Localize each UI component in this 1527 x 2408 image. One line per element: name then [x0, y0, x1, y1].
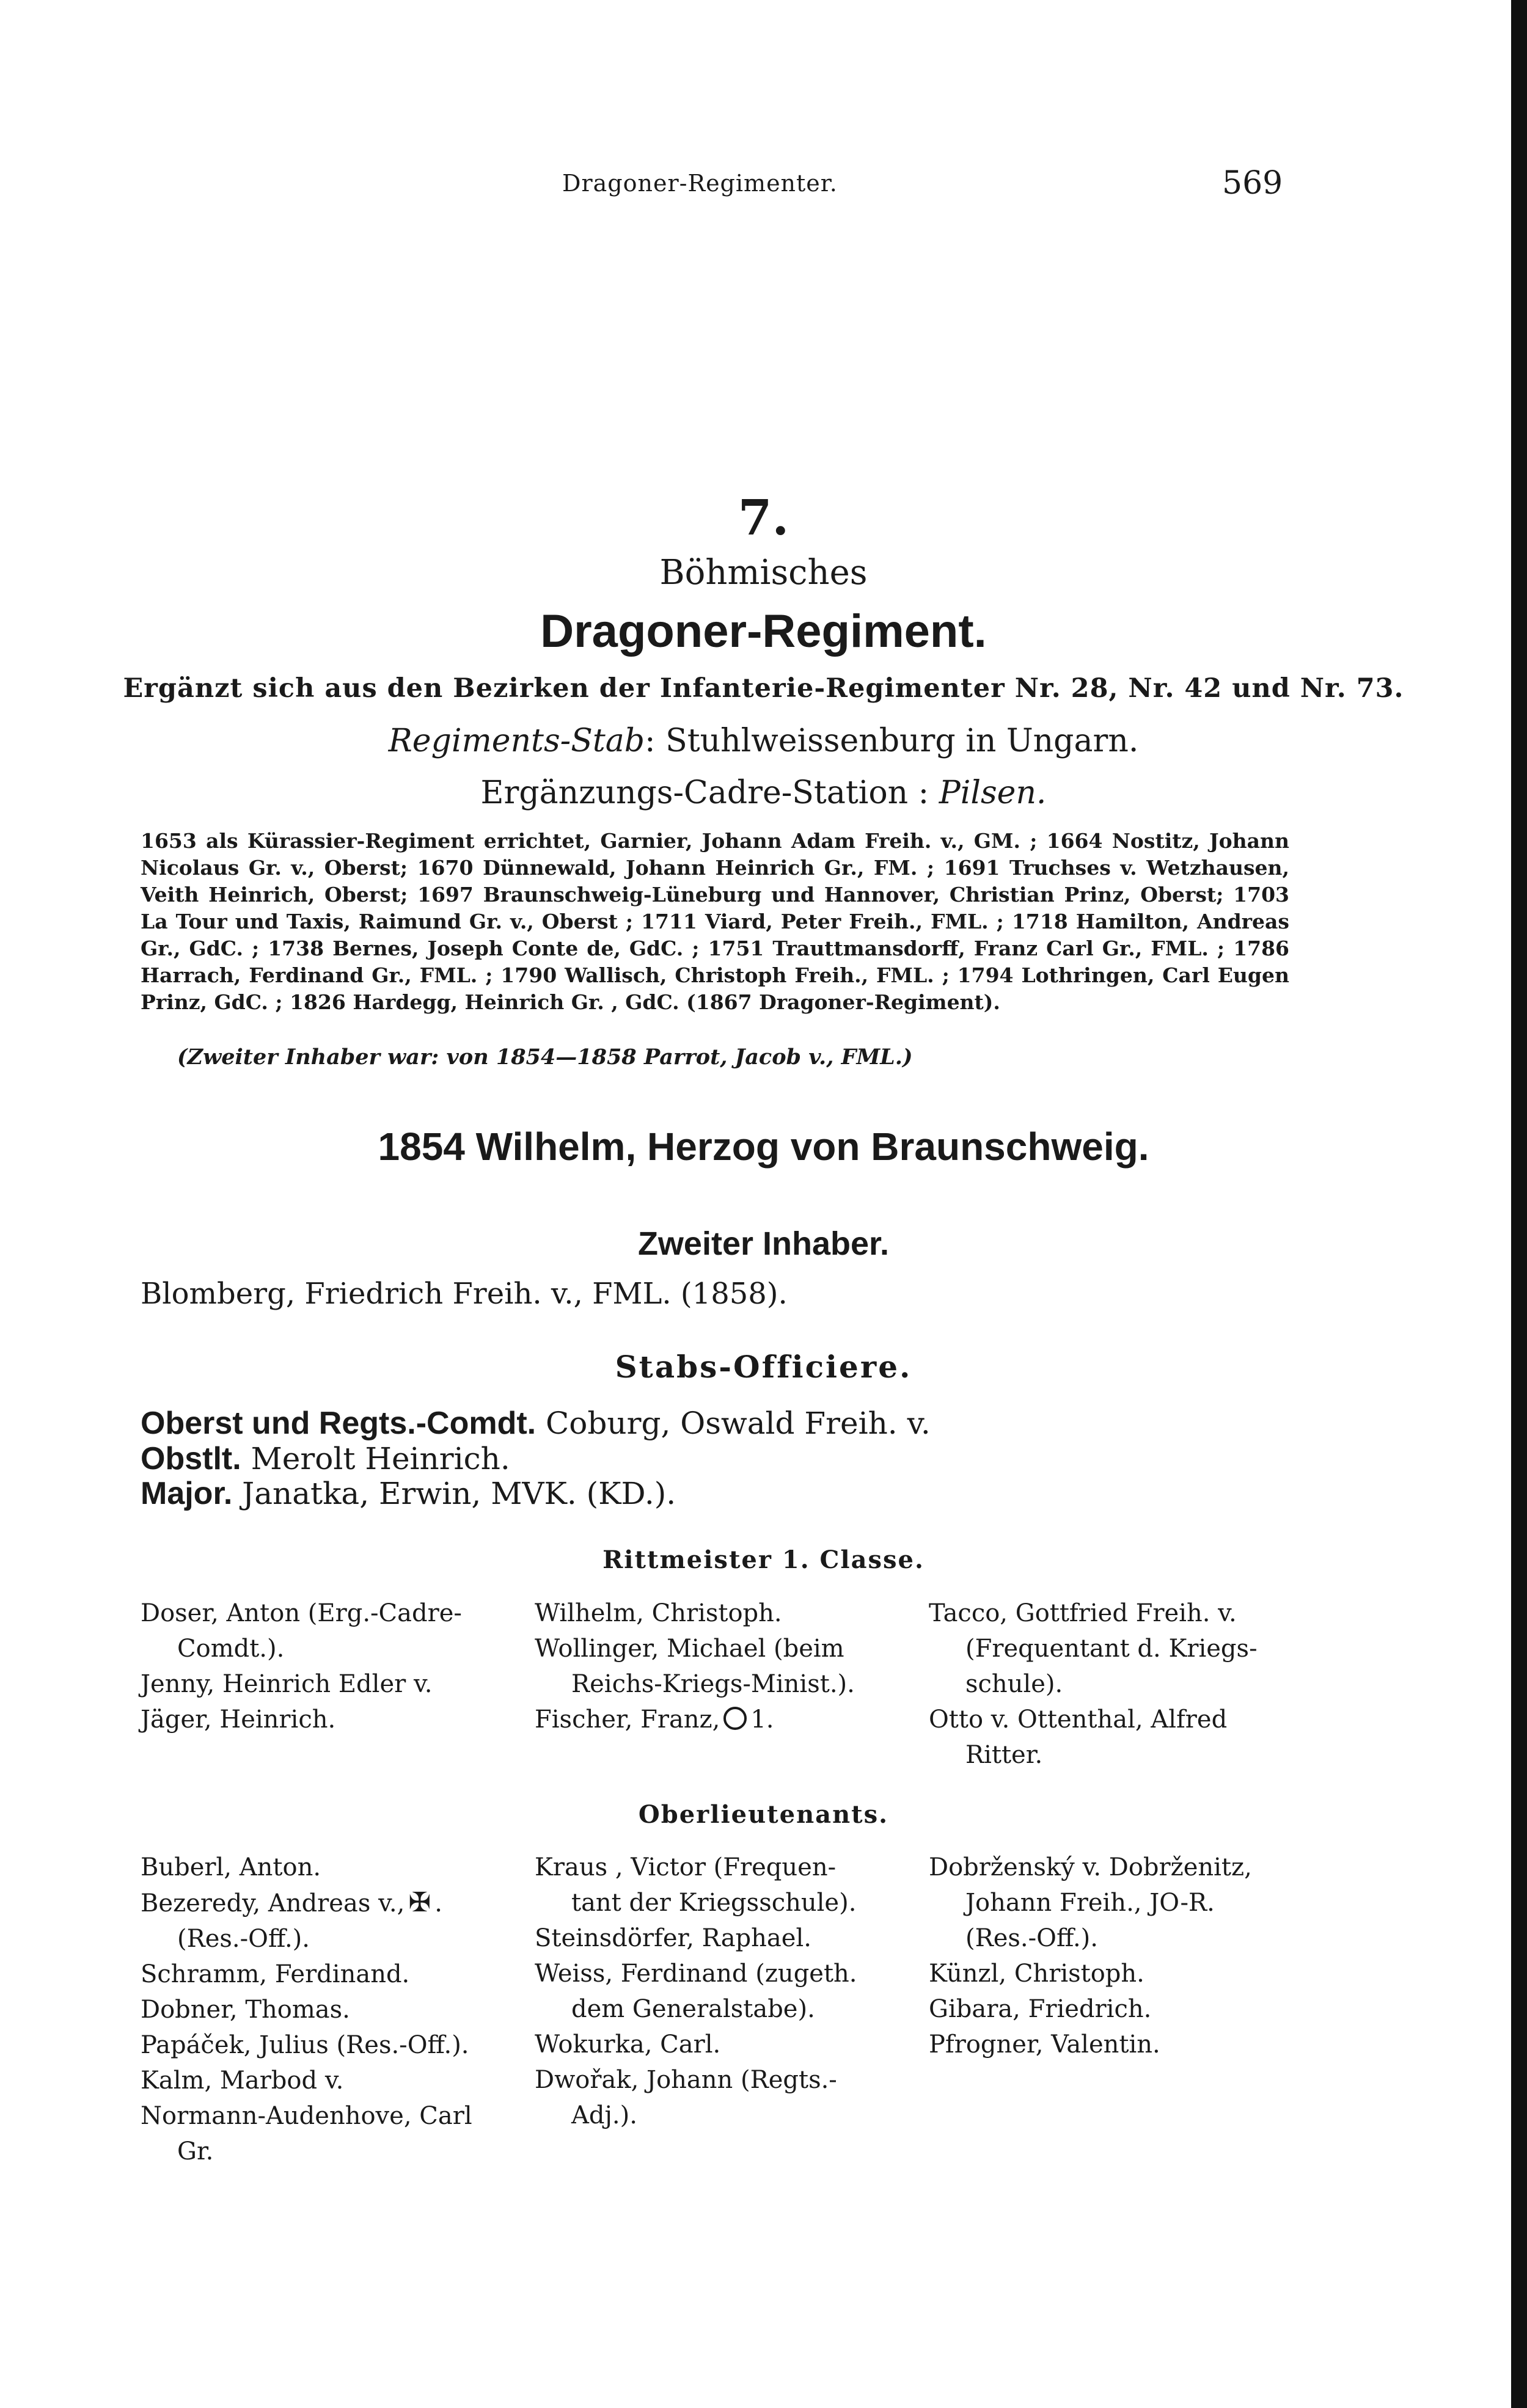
regiment-owner: 1854 Wilhelm, Herzog von Braunschweig. [378, 1125, 1149, 1169]
list-item-continuation: Ritter. [965, 1741, 1043, 1769]
staff-name: Coburg, Oswald Freih. v. [546, 1406, 931, 1441]
order-class: 1. [750, 1706, 774, 1734]
rittmeister-column-2 [535, 1596, 914, 1737]
list-item: Papáček, Julius (Res.-Off.). [141, 2031, 469, 2059]
cross-decoration-icon: ✠ [408, 1887, 431, 1918]
list-item: Wollinger, Michael (beim [535, 1635, 844, 1663]
scan-edge [1511, 0, 1527, 2408]
list-item: Doser, Anton (Erg.-Cadre- [141, 1599, 462, 1627]
list-item-continuation: Reichs-Kriegs-Minist.). [571, 1670, 855, 1698]
staff-rank: Obstlt. [141, 1441, 241, 1476]
list-item: Jäger, Heinrich. [141, 1706, 336, 1734]
list-item: Tacco, Gottfried Freih. v. [929, 1599, 1237, 1627]
regiment-history: 1653 als Kürassier-Regiment errichtet, Garnier, Johann Adam Freih. v., GM. ; 1664 Nostitz, Johann Nicolaus Gr. v., Oberst; 1670 Dünnewald, Johann Heinrich Gr., FM. ; 1691 Truchses v. Wetzhausen, Veith Heinrich, Oberst; 1697 Braunschweig-Lüneburg und Hannover, Christian Prinz, Oberst; 1703 La Tour und Taxis, Raimund Gr. v., Oberst ; 1711 Viard, Peter Freih., FML. ; 1718 Hamilton, Andreas Gr., GdC. ; 1738 Bernes, Joseph Conte de, GdC. ; 1751 Trauttmansdorff, Franz Carl Gr., FML. ; 1786 Harrach, Ferdinand Gr., FML. ; 1790 Wallisch, Christoph Freih., FML. ; 1794 Lothringen, Carl Eugen Prinz, GdC. ; 1826 Hardegg, Heinrich Gr. , GdC. (1867 Dragoner-Regiment). [141, 829, 1289, 1014]
list-item: Wokurka, Carl. [535, 2030, 721, 2059]
list-item: Otto v. Ottenthal, Alfred [929, 1706, 1228, 1734]
cadre-label: Ergänzungs-Cadre-Station : [480, 775, 929, 811]
list-item: Buberl, Anton. [141, 1853, 321, 1881]
oberlieutenants-column-1 [141, 1850, 513, 2169]
second-owner-name: Blomberg, Friedrich Freih. v., FML. (1858). [141, 1277, 788, 1311]
oberlieutenants-column-2 [535, 1850, 914, 2133]
running-header: Dragoner-Regimenter. [562, 170, 838, 197]
list-item-continuation: Adj.). [571, 2101, 637, 2129]
list-item-continuation: (Frequentant d. Kriegs- [965, 1635, 1258, 1663]
list-item: Schramm, Ferdinand. [141, 1960, 410, 1988]
list-item: Normann-Audenhove, Carl [141, 2102, 472, 2130]
second-owner-note: (Zweiter Inhaber war: von 1854—1858 Parrot, Jacob v., FML.) [177, 1045, 913, 1070]
oberlieutenants-heading: Oberlieutenants. [638, 1800, 889, 1829]
list-item: Dwořak, Johann (Regts.- [535, 2066, 837, 2094]
list-item: Gibara, Friedrich. [929, 1995, 1152, 2023]
staff-label: Regiments-Stab [388, 723, 645, 759]
list-item: Kalm, Marbod v. [141, 2067, 344, 2095]
list-item-text: Fischer, Franz, [535, 1706, 720, 1734]
list-item-continuation: dem Generalstabe). [571, 1995, 815, 2023]
list-item-continuation: Comdt.). [177, 1635, 285, 1663]
list-item-continuation: Gr. [177, 2137, 214, 2165]
staff-rank: Oberst und Regts.-Comdt. [141, 1406, 536, 1441]
regiment-adjective: Böhmisches [659, 553, 868, 593]
list-item-punct: . [434, 1889, 442, 1917]
rittmeister-column-3 [929, 1596, 1295, 1773]
regiment-name: Dragoner-Regiment. [540, 605, 987, 657]
list-item: Steinsdörfer, Raphael. [535, 1924, 811, 1952]
list-item: Kraus , Victor (Frequen- [535, 1853, 837, 1881]
list-item: Jenny, Heinrich Edler v. [141, 1670, 433, 1698]
regiment-staff-line [0, 723, 1527, 759]
staff-name: Janatka, Erwin, MVK. (KD.). [242, 1476, 676, 1511]
staff-officers-heading: Stabs-Officiere. [615, 1349, 912, 1385]
regiment-supplement: Ergänzt sich aus den Bezirken der Infanterie-Regimenter Nr. 28, Nr. 42 und Nr. 73. [123, 673, 1404, 704]
staff-value: : Stuhlweissenburg in Ungarn. [645, 723, 1139, 759]
list-item-continuation: (Res.-Off.). [965, 1924, 1098, 1952]
list-item-continuation: schule). [965, 1670, 1063, 1698]
list-item: Weiss, Ferdinand (zugeth. [535, 1960, 857, 1988]
regiment-number: 7. [738, 489, 789, 546]
list-item [535, 1702, 914, 1737]
cadre-station-line [0, 775, 1527, 811]
page-number: 569 [1222, 165, 1283, 202]
list-item-text: Bezeredy, Andreas v., [141, 1889, 405, 1917]
list-item: Dobrženský v. Dobrženitz, [929, 1853, 1252, 1881]
list-item: Pfrogner, Valentin. [929, 2030, 1160, 2059]
rittmeister-heading: Rittmeister 1. Classe. [602, 1545, 925, 1574]
second-owner-heading: Zweiter Inhaber. [637, 1225, 890, 1262]
list-item: Dobner, Thomas. [141, 1996, 350, 2024]
list-item-continuation: tant der Kriegsschule). [571, 1889, 857, 1917]
list-item [141, 1885, 513, 1921]
list-item: Künzl, Christoph. [929, 1960, 1144, 1988]
list-item-continuation: (Res.-Off.). [177, 1925, 310, 1953]
staff-name: Merolt Heinrich. [251, 1441, 510, 1476]
staff-officer-row [141, 1405, 931, 1442]
staff-rank: Major. [141, 1476, 233, 1511]
staff-officer-row [141, 1440, 510, 1477]
circle-order-icon [723, 1707, 747, 1730]
rittmeister-column-1 [141, 1596, 513, 1737]
staff-officer-row [141, 1475, 676, 1512]
oberlieutenants-column-3 [929, 1850, 1295, 2062]
cadre-value: Pilsen. [939, 775, 1047, 811]
list-item: Wilhelm, Christoph. [535, 1599, 782, 1627]
list-item-continuation: Johann Freih., JO-R. [965, 1889, 1215, 1917]
